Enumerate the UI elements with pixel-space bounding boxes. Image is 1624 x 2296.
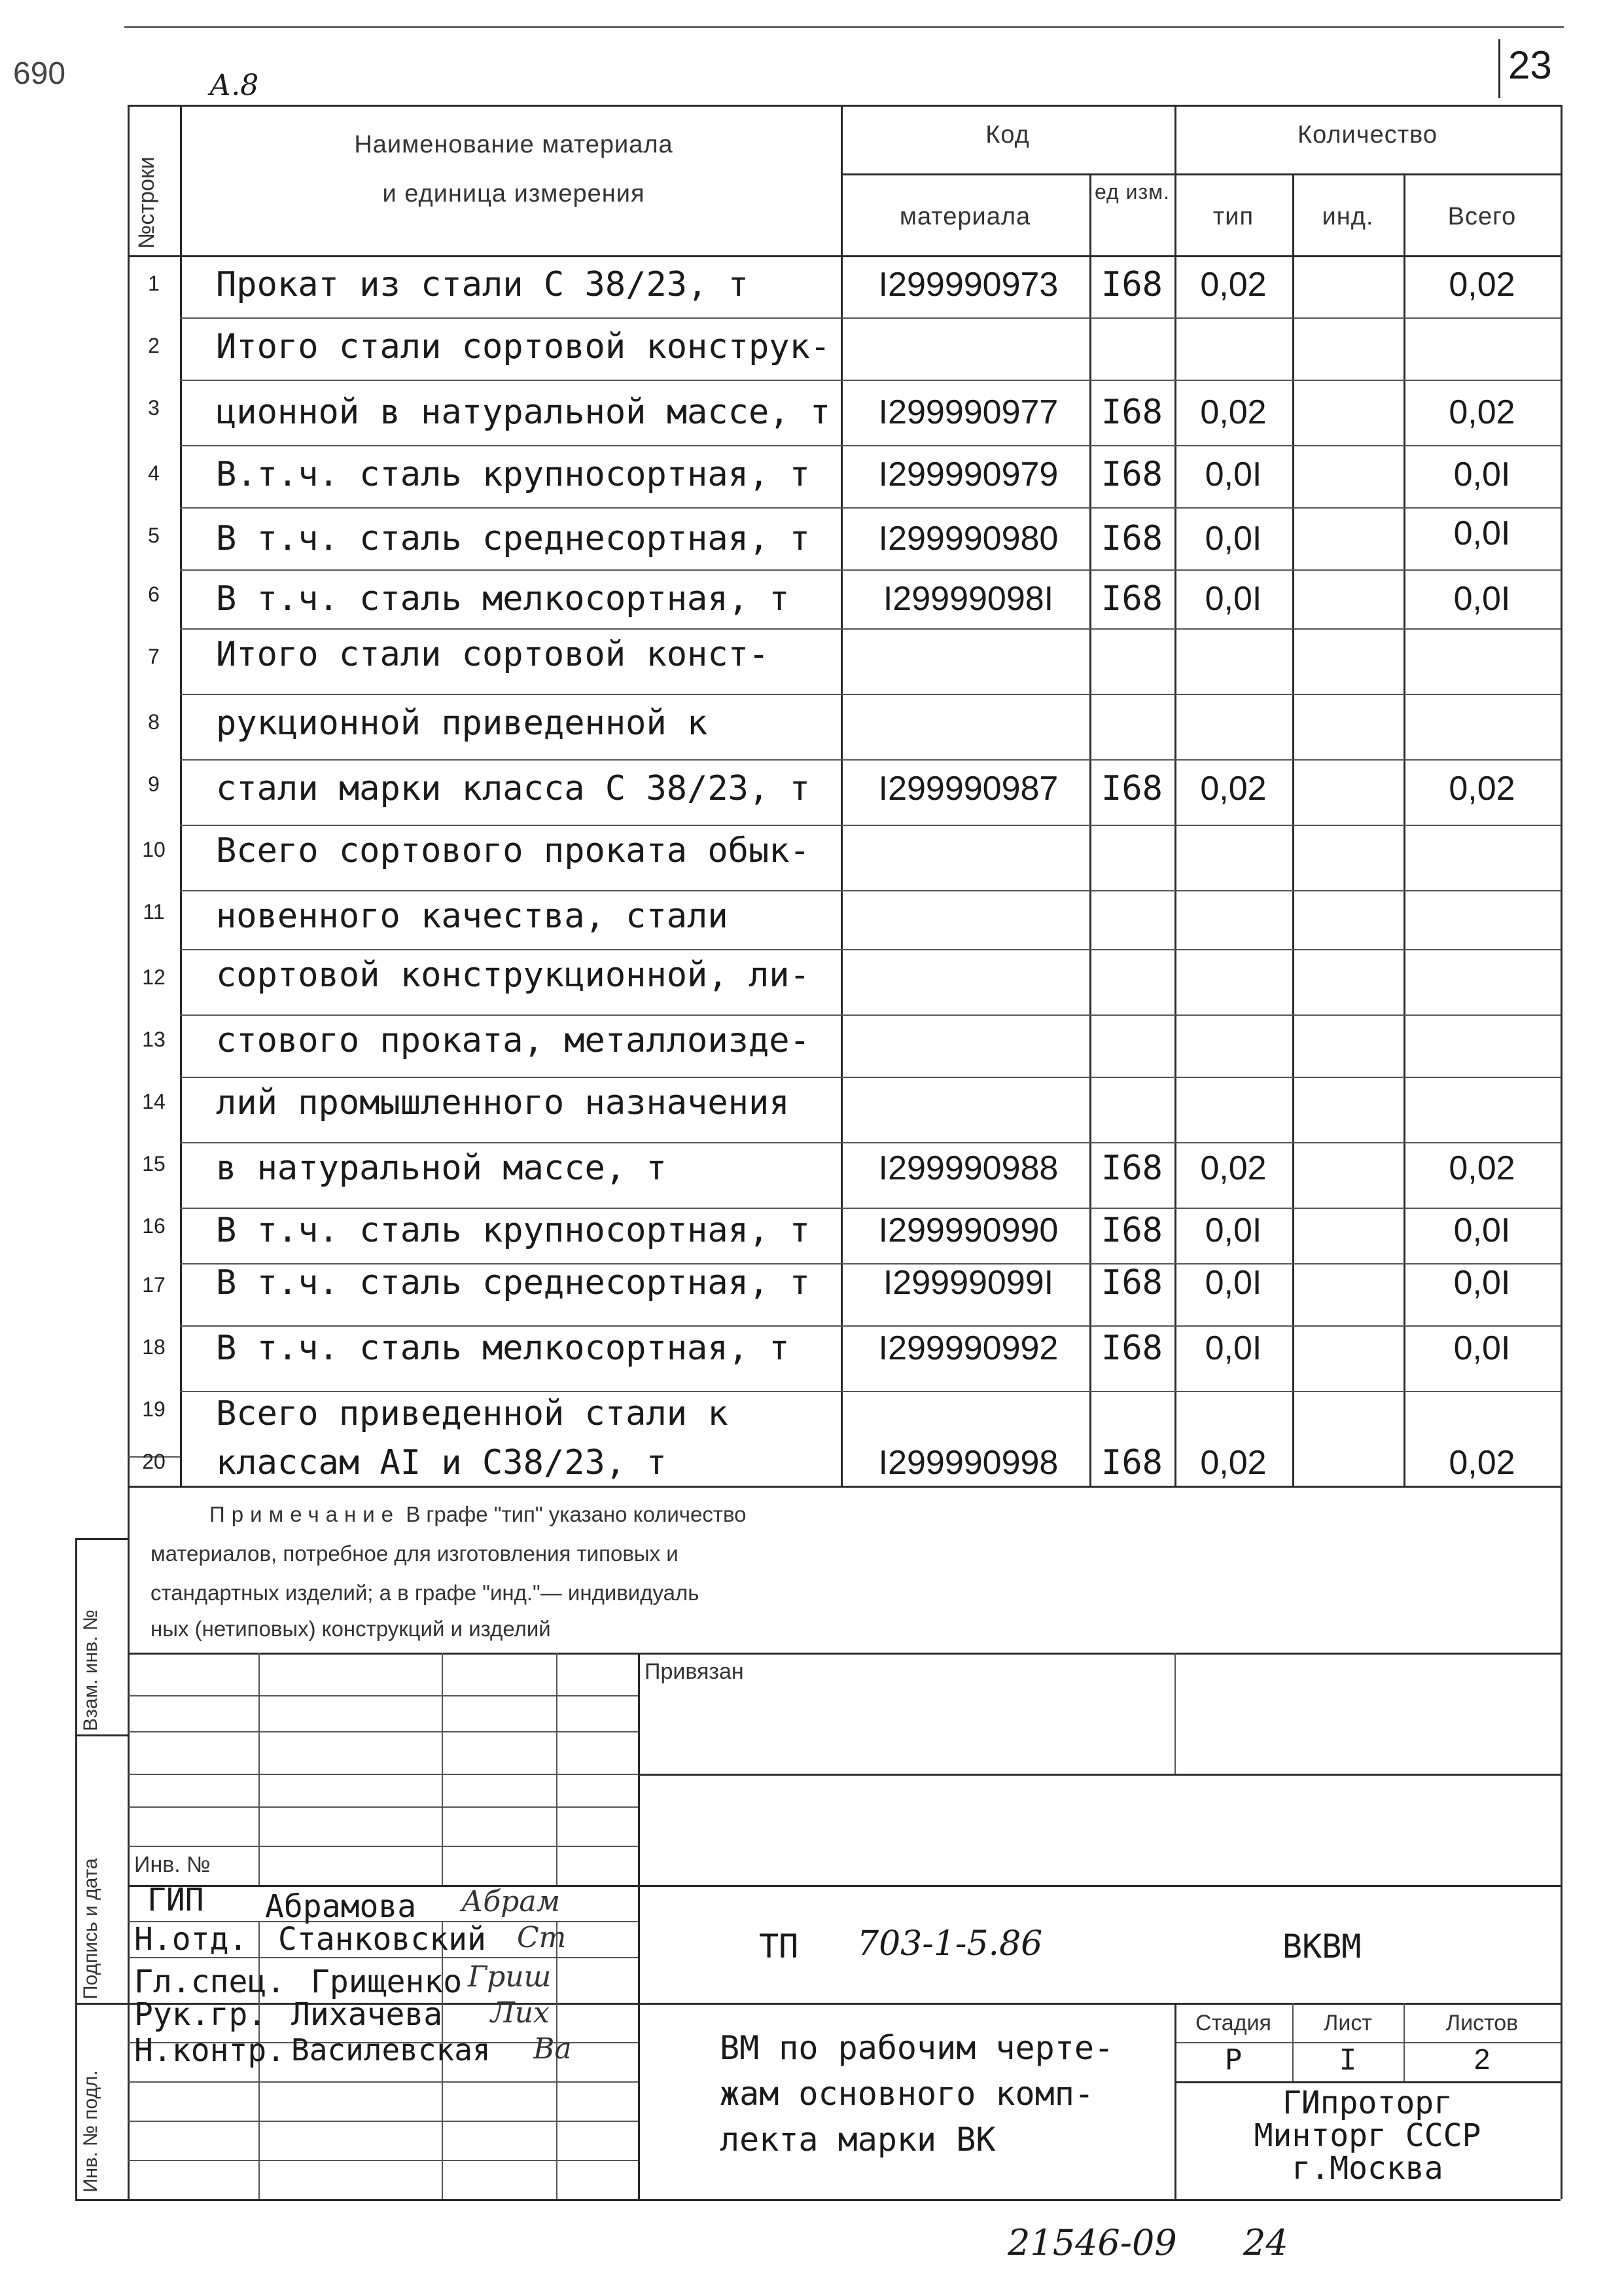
stage-value: Р	[1224, 2043, 1243, 2077]
header-name-line2: и единица измерения	[382, 180, 645, 207]
header-unit: ед изм.	[1094, 180, 1171, 204]
row-code: I299990990	[878, 1211, 1059, 1249]
org-line2: Минторг СССР	[1254, 2117, 1481, 2154]
header-material: материала	[899, 203, 1031, 230]
row-number: 6	[148, 583, 160, 606]
note-line3: стандартных изделий; а в графе "инд."— индивидуаль	[150, 1581, 699, 1605]
signer-role: ГИП	[147, 1882, 204, 1918]
row-code: I29999099I	[883, 1264, 1054, 1302]
row-number: 5	[148, 524, 160, 547]
row-code: I29999098I	[883, 580, 1054, 618]
row-name: ционной в натуральной массе, т	[216, 393, 831, 432]
doc-title-line3: лекта марки ВК	[720, 2121, 996, 2159]
doc-prefix: ТП	[759, 1928, 799, 1965]
row-name: в натуральной массе, т	[216, 1149, 667, 1188]
row-type: 0,0I	[1205, 1329, 1262, 1367]
row-name: Всего приведенной стали к	[216, 1394, 728, 1433]
row-number: 19	[142, 1397, 166, 1421]
row-name: В т.ч. сталь среднесортная, т	[216, 1263, 810, 1302]
row-total: 0,02	[1449, 1444, 1515, 1482]
header-ind: инд.	[1322, 203, 1374, 230]
row-name: В т.ч. сталь мелкосортная, т	[216, 579, 790, 619]
row-code: I299990977	[878, 393, 1059, 431]
row-unit: I68	[1101, 455, 1163, 494]
row-number: 4	[148, 461, 160, 485]
header-total: Всего	[1447, 203, 1517, 230]
row-code: I299990980	[878, 520, 1059, 558]
row-number: 14	[142, 1090, 166, 1113]
row-code: I299990992	[878, 1329, 1059, 1367]
row-name: Итого стали сортовой конструк-	[216, 327, 831, 367]
row-number: 3	[148, 396, 160, 420]
note-line4: ных (нетиповых) конструкций и изделий	[150, 1617, 551, 1641]
header-code: Код	[985, 121, 1030, 149]
row-type: 0,0I	[1205, 1211, 1262, 1249]
header-name-line1: Наименование материала	[354, 131, 673, 158]
row-total: 0,0I	[1453, 1329, 1511, 1367]
row-name: Прокат из стали С 38/23, т	[216, 265, 749, 304]
row-number: 11	[143, 900, 165, 924]
row-unit: I68	[1101, 1263, 1163, 1302]
note-line1: В графе "тип" указано количество	[406, 1502, 747, 1526]
row-number: 1	[148, 272, 160, 295]
signer-name: Василевская	[291, 2032, 491, 2068]
row-number: 20	[142, 1450, 166, 1473]
row-number: 16	[142, 1214, 166, 1238]
form-code: А.8	[209, 69, 259, 102]
row-number: 18	[142, 1335, 166, 1359]
signature: Ст	[517, 1921, 567, 1954]
row-name: рукционной приведенной к	[216, 704, 708, 743]
signer-name: Абрамова	[265, 1888, 417, 1925]
row-number: 17	[142, 1273, 166, 1297]
signer-role: Н.контр.	[134, 2032, 286, 2069]
side-inv-label: Инв. № подл.	[80, 2070, 101, 2193]
org-line1: ГИпроторг	[1282, 2085, 1453, 2121]
row-total: 0,0I	[1453, 1264, 1511, 1302]
row-number: 10	[142, 838, 166, 861]
signature: Гриш	[468, 1960, 552, 1994]
row-total: 0,0I	[1453, 1211, 1511, 1249]
signer-name: Лихачева	[291, 1996, 443, 2033]
page-number: 24	[1243, 2222, 1288, 2263]
row-total: 0,02	[1449, 393, 1515, 431]
row-unit: I68	[1101, 1149, 1163, 1188]
row-unit: I68	[1101, 519, 1163, 558]
row-type: 0,0I	[1205, 580, 1262, 618]
org-line3: г.Москва	[1292, 2150, 1443, 2187]
row-name: В.т.ч. сталь крупносортная, т	[216, 455, 810, 494]
note-title: Примечание	[209, 1502, 400, 1526]
row-unit: I68	[1101, 1443, 1163, 1482]
signer-role: Н.отд.	[134, 1921, 248, 1958]
doc-title-line2: жам основного комп-	[720, 2075, 1094, 2113]
signature: Ва	[533, 2032, 572, 2066]
row-type: 0,0I	[1205, 456, 1262, 493]
row-unit: I68	[1101, 265, 1163, 304]
privyazan-label: Привязан	[644, 1659, 744, 1684]
row-number: 15	[142, 1152, 166, 1175]
row-type: 0,02	[1200, 1149, 1267, 1187]
row-unit: I68	[1101, 393, 1163, 432]
row-number: 8	[148, 710, 160, 734]
row-type: 0,02	[1200, 393, 1267, 431]
row-number: 12	[142, 965, 166, 989]
row-code: I299990973	[878, 266, 1059, 304]
row-name: В т.ч. сталь среднесортная, т	[216, 519, 810, 558]
doc-code: 703-1-5.86	[857, 1924, 1043, 1964]
row-total: 0,02	[1449, 770, 1515, 808]
row-total: 0,02	[1449, 1149, 1515, 1187]
row-name: В т.ч. сталь мелкосортная, т	[216, 1329, 790, 1368]
row-code: I299990988	[878, 1149, 1059, 1187]
stage-label: Стадия	[1195, 2011, 1271, 2036]
row-unit: I68	[1101, 1329, 1163, 1368]
row-type: 0,0I	[1205, 1264, 1262, 1302]
row-total: 0,0I	[1453, 580, 1511, 618]
row-total: 0,0I	[1453, 514, 1511, 552]
row-number: 2	[148, 334, 160, 357]
signature: Абрам	[461, 1885, 561, 1918]
side-vzam-label: Взам. инв. №	[80, 1609, 101, 1731]
row-name: Итого стали сортовой конст-	[216, 635, 769, 674]
row-number: 13	[142, 1028, 166, 1051]
signer-role: Рук.гр.	[134, 1996, 267, 2033]
row-name: классам АI и С38/23, т	[216, 1443, 667, 1482]
header-row-no: №строки	[134, 156, 159, 249]
note-line2: материалов, потребное для изготовления типовых и	[150, 1541, 679, 1566]
sheet-value: I	[1339, 2043, 1357, 2077]
doc-mark: ВКВМ	[1282, 1928, 1362, 1965]
row-number: 7	[148, 645, 160, 668]
row-name: сортовой конструкционной, ли-	[216, 956, 810, 995]
header-type: тип	[1212, 203, 1254, 230]
row-type: 0,02	[1200, 1444, 1267, 1482]
row-name: В т.ч. сталь крупносортная, т	[216, 1211, 810, 1250]
signer-name: Станковский	[278, 1921, 486, 1958]
row-name: лий промышленного назначения	[216, 1083, 790, 1122]
corner-number: 690	[13, 56, 66, 91]
row-total: 0,0I	[1453, 456, 1511, 493]
row-unit: I68	[1101, 1211, 1163, 1250]
row-type: 0,0I	[1205, 520, 1262, 558]
header-quantity: Количество	[1297, 121, 1438, 149]
doc-title-line1: ВМ по рабочим черте-	[720, 2029, 1114, 2067]
row-name: стового проката, металлоизде-	[216, 1021, 810, 1060]
row-unit: I68	[1101, 769, 1163, 808]
sheets-value: 2	[1474, 2043, 1491, 2075]
archive-number: 21546-09	[1008, 2222, 1177, 2263]
row-code: I299990979	[878, 456, 1059, 493]
side-podpis-label: Подпись и дата	[80, 1858, 101, 2000]
row-unit: I68	[1101, 579, 1163, 619]
sheet-label: Лист	[1324, 2011, 1372, 2036]
signature: Лих	[491, 1996, 550, 2030]
signer-name: Грищенко	[311, 1964, 463, 2000]
row-total: 0,02	[1449, 266, 1515, 304]
inv-no-label: Инв. №	[134, 1852, 211, 1877]
row-name: Всего сортового проката обык-	[216, 831, 810, 870]
row-code: I299990987	[878, 770, 1059, 808]
sheet-number: 23	[1508, 43, 1552, 87]
signer-role: Гл.спец.	[134, 1964, 286, 2000]
row-type: 0,02	[1200, 266, 1267, 304]
row-code: I299990998	[878, 1444, 1059, 1482]
row-number: 9	[148, 772, 160, 796]
sheets-label: Листов	[1445, 2011, 1519, 2036]
row-type: 0,02	[1200, 770, 1267, 808]
row-name: стали марки класса С 38/23, т	[216, 769, 810, 808]
row-name: новенного качества, стали	[216, 897, 728, 936]
